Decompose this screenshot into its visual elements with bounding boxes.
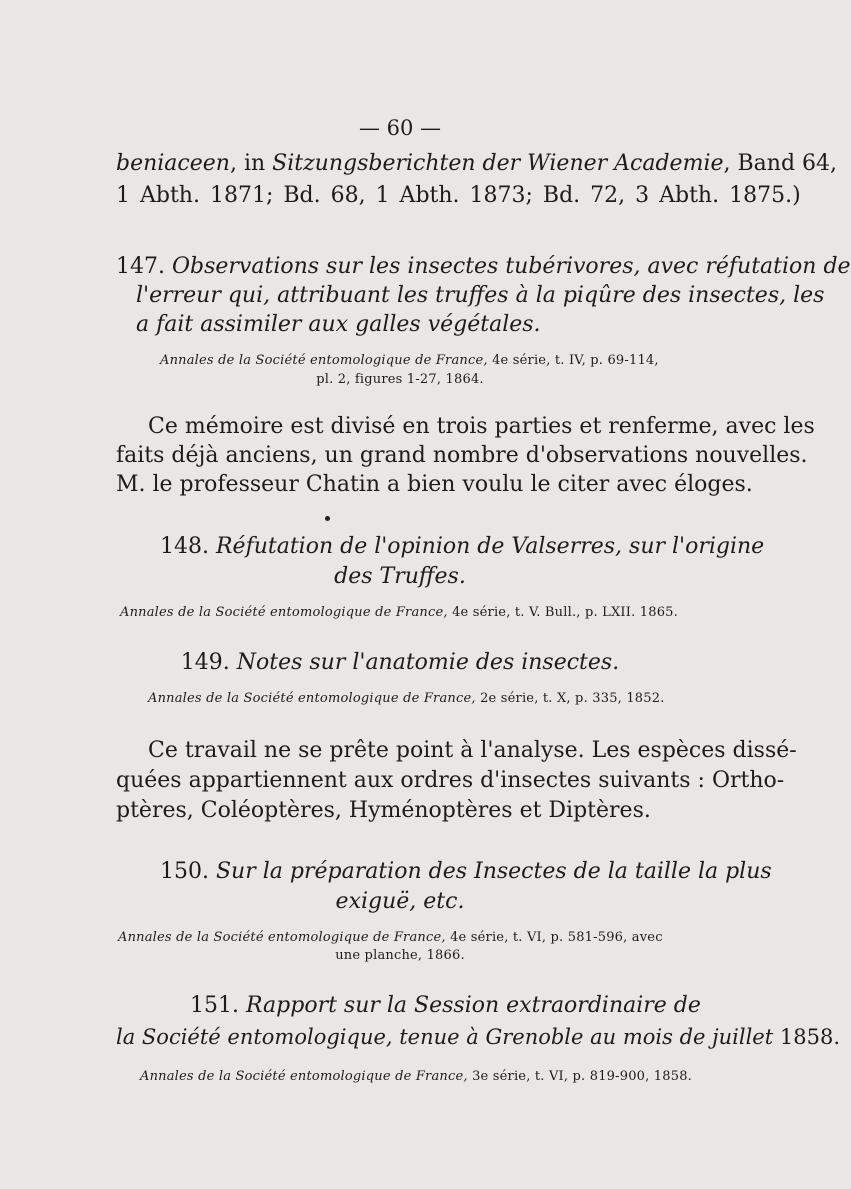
continuation-in: , in	[229, 151, 273, 176]
entry-title-line	[116, 251, 851, 282]
body-line: M. le professeur Chatin a bien voulu le citer avec éloges.	[116, 472, 753, 497]
continuation-band: , Band 64,	[723, 151, 838, 176]
entry-title-line	[0, 647, 800, 678]
entry-source-line-2: une planche, 1866.	[335, 948, 465, 963]
continuation-family: beniaceen	[116, 151, 230, 176]
body-line: quées appartiennent aux ordres d'insectes suivants : Ortho-	[116, 768, 785, 793]
entry-source	[148, 689, 665, 708]
continuation-line-2: 1 Abth. 1871; Bd. 68, 1 Abth. 1873; Bd. 72, 3 Abth. 1875.)	[116, 183, 801, 208]
source-publication: Annales de la Société entomologique de France,	[120, 605, 448, 620]
entry-title-line: exiguë, etc.	[335, 889, 465, 914]
entry-source	[120, 603, 678, 622]
entry-title-text: Rapport sur la Session extraordinaire de	[245, 993, 701, 1018]
body-line: faits déjà anciens, un grand nombre d'observations nouvelles.	[116, 443, 808, 468]
source-publication: Annales de la Société entomologique de France,	[118, 930, 446, 945]
source-details: 3e série, t. VI, p. 819-900, 1858.	[472, 1069, 693, 1084]
continuation-line-1	[116, 148, 837, 179]
entry-title-text: Sur la préparation des Insectes de la taille la plus	[215, 859, 772, 884]
entry-year: 1858.	[779, 1025, 840, 1049]
entry-number: 148.	[160, 534, 209, 559]
entry-title-text: Réfutation de l'opinion de Valserres, sur l'origine	[215, 534, 765, 559]
entry-number: 147.	[116, 254, 165, 279]
source-publication: Annales de la Société entomologique de France,	[140, 1069, 468, 1084]
entry-title-text: Notes sur l'anatomie des insectes.	[236, 650, 620, 675]
source-publication: Annales de la Société entomologique de France,	[160, 353, 488, 368]
entry-title-line: a fait assimiler aux galles végétales.	[136, 312, 541, 337]
entry-number: 151.	[190, 993, 239, 1018]
entry-title-line: l'erreur qui, attribuant les truffes à la piqûre des insectes, les	[136, 283, 825, 308]
body-line: Ce mémoire est divisé en trois parties et renferme, avec les	[148, 414, 815, 439]
entry-title-line: des Truffes.	[334, 564, 466, 589]
entry-source	[118, 928, 663, 947]
entry-title-text: Observations sur les insectes tubérivores, avec réfutation de	[171, 254, 851, 279]
body-line: ptères, Coléoptères, Hyménoptères et Diptères.	[116, 798, 651, 823]
source-details: 4e série, t. VI, p. 581-596, avec	[450, 930, 663, 945]
ink-speck	[325, 516, 330, 521]
source-publication: Annales de la Société entomologique de France,	[148, 691, 476, 706]
source-details: 4e série, t. V. Bull., p. LXII. 1865.	[452, 605, 678, 620]
entry-number: 150.	[160, 859, 209, 884]
entry-source	[160, 351, 659, 370]
entry-source-line-2: pl. 2, figures 1-27, 1864.	[316, 372, 484, 387]
entry-title-line	[160, 856, 772, 887]
continuation-journal: Sitzungsberichten der Wiener Academie	[272, 151, 724, 176]
source-details: 2e série, t. X, p. 335, 1852.	[480, 691, 665, 706]
entry-title-line	[160, 531, 764, 562]
body-line: Ce travail ne se prête point à l'analyse. Les espèces dissé-	[148, 738, 797, 763]
entry-title-line	[190, 990, 701, 1021]
entry-source	[140, 1067, 692, 1086]
entry-number: 149.	[180, 650, 230, 675]
source-details: 4e série, t. IV, p. 69-114,	[492, 353, 659, 368]
entry-title-text: la Société entomologique, tenue à Grenoble au mois de juillet	[116, 1025, 774, 1049]
page-number: — 60 —	[358, 116, 442, 140]
entry-title-line	[116, 1022, 840, 1053]
